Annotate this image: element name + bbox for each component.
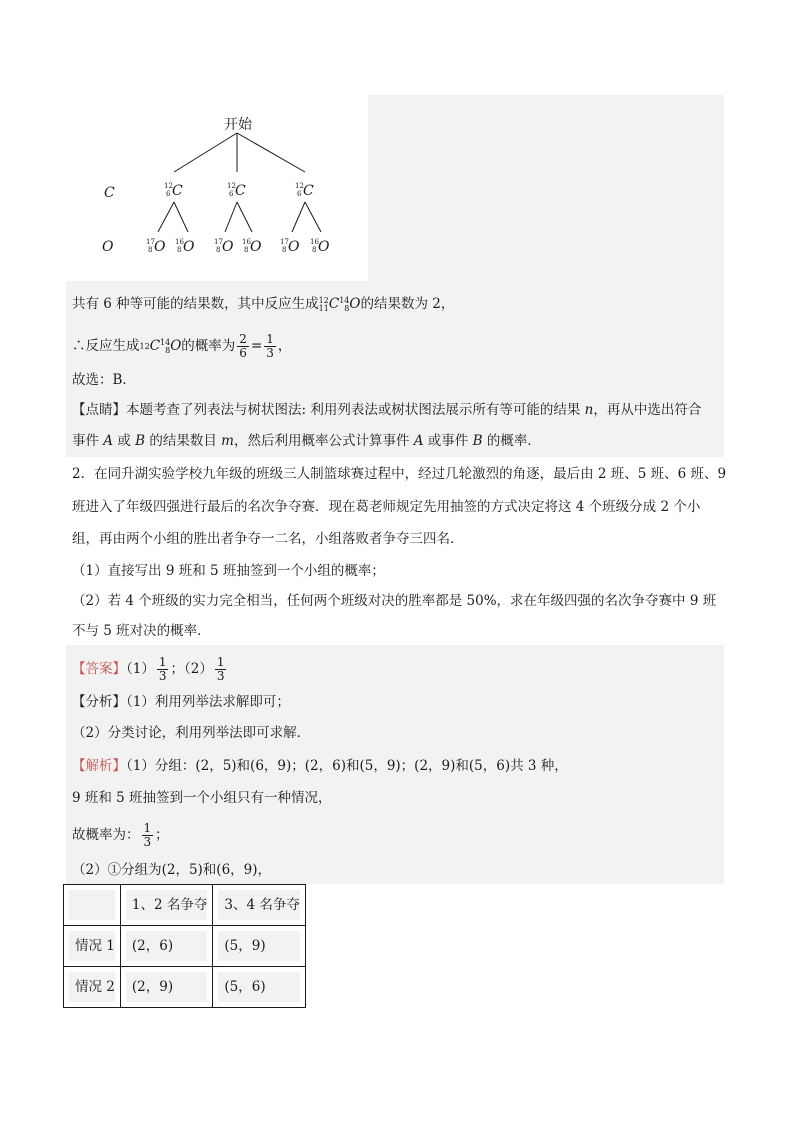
svg-text:16: 16 <box>310 238 319 246</box>
tree-row-label-o: O <box>102 239 114 255</box>
svg-text:8: 8 <box>312 246 317 254</box>
svg-text:12: 12 <box>164 182 173 190</box>
table-cell: (2，9) <box>126 972 207 1002</box>
text-line-comment-2: 事件 A 或 B 的结果数目 m，然后利用概率公式计算事件 A 或事件 B 的概率． <box>72 433 541 449</box>
analysis-line-1: 【分析】（1）利用列举法求解即可； <box>72 694 290 710</box>
answer-tag: 【答案】 <box>72 661 126 677</box>
tree-node-o16-2 <box>242 238 262 255</box>
svg-text:O: O <box>222 239 234 255</box>
question-line-1: 2．在同升湖实验学校九年级的班级三人制篮球赛过程中，经过几轮激烈的角逐，最后由 2 班、5 班、6 班、9 <box>72 466 727 482</box>
text-line-comment-1: 【点睛】本题考查了列表法与树状图法: 利用列表法或树状图法展示所有等可能的结果 n，再从中选出符合 <box>72 402 702 418</box>
svg-text:O: O <box>288 239 300 255</box>
tree-node-c-2 <box>227 182 246 199</box>
tree-node-o17-1 <box>146 238 166 255</box>
svg-text:12: 12 <box>227 182 236 190</box>
solution-line-3: 故概率为： $\frac{1}{3}$ ； <box>72 821 169 849</box>
solution-line-4: （2）①分组为(2，5)和(6，9)， <box>72 862 272 878</box>
table-row <box>64 926 306 967</box>
tree-diagram <box>72 95 368 281</box>
table-header-cell: 1、2 名争夺 <box>126 890 207 920</box>
svg-text:8: 8 <box>216 246 221 254</box>
table-cell: (5，9) <box>218 931 299 961</box>
table-header-cell: 3、4 名争夺 <box>218 890 299 920</box>
svg-text:8: 8 <box>244 246 249 254</box>
question-line-2: 班进入了年级四强进行最后的名次争夺赛．现在葛老师规定先用抽签的方式决定将这 4 个班级分成 2 个小 <box>72 499 701 515</box>
tree-node-c-3 <box>295 182 314 199</box>
svg-text:O: O <box>250 239 262 255</box>
svg-text:8: 8 <box>177 246 182 254</box>
analysis-line-2: （2）分类讨论，利用列举法即可求解． <box>72 725 311 741</box>
svg-text:17: 17 <box>214 238 223 246</box>
tree-row-label-c: C <box>104 185 115 201</box>
table-cell: 情况 1 <box>69 931 115 961</box>
text-line-result-count: 共有 6 种等可能的结果数，其中反应生成 12 11 C 14 8 O的结果数为 2， <box>72 295 455 313</box>
svg-text:6: 6 <box>229 190 234 198</box>
svg-text:O: O <box>154 239 166 255</box>
fraction-2-6: $\frac{2}{6}$ <box>239 332 247 360</box>
svg-text:C: C <box>172 183 183 199</box>
analysis-tag: 【分析】 <box>72 694 126 710</box>
svg-text:8: 8 <box>282 246 287 254</box>
question-line-4: （1）直接写出 9 班和 5 班抽签到一个小组的概率； <box>72 563 385 579</box>
tree-root: 开始 <box>224 117 252 133</box>
svg-text:16: 16 <box>175 238 184 246</box>
tree-node-c-1 <box>164 182 183 199</box>
svg-text:6: 6 <box>297 190 302 198</box>
svg-text:C: C <box>235 183 246 199</box>
comment-tag: 【点睛】 <box>72 402 126 418</box>
table-cell: (5，6) <box>218 972 299 1002</box>
question-line-5: （2）若 4 个班级的实力完全相当，任何两个班级对决的胜率都是 50%，求在年级四强的名次争夺赛中 9 班 <box>72 593 717 609</box>
question-line-3: 组，再由两个小组的胜出者争夺一二名，小组落败者争夺三四名． <box>72 531 464 547</box>
svg-text:O: O <box>318 239 330 255</box>
solution-tag: 【解析】 <box>72 758 126 774</box>
svg-text:17: 17 <box>146 238 155 246</box>
tree-node-o16-3 <box>310 238 330 255</box>
text-line-choice: 故选：B． <box>72 372 136 388</box>
svg-text:6: 6 <box>166 190 171 198</box>
tree-node-o17-3 <box>280 238 300 255</box>
answer-line: 【答案】（1） $\frac{1}{3}$ ；（2） $\frac{1}{3}$ <box>72 655 225 683</box>
svg-text:C: C <box>303 183 314 199</box>
competition-table <box>63 884 306 1008</box>
nuclide-o14: 14 8 O <box>339 295 361 313</box>
table-header-row <box>64 885 306 926</box>
solution-line-1: 【解析】（1）分组：(2，5)和(6，9)；(2，6)和(5，9)；(2，9)和(5，6)共 3 种， <box>72 758 568 774</box>
text-line-probability: ∴反应生成 12 C 14 8 O的概率为 $\frac{2}{6}$ = $\frac{1}{3}$ ， <box>72 332 292 360</box>
fraction-1-3: $\frac{1}{3}$ <box>266 332 274 360</box>
question-line-6: 不与 5 班对决的概率． <box>72 623 211 639</box>
svg-text:17: 17 <box>280 238 289 246</box>
svg-text:O: O <box>183 239 195 255</box>
svg-text:16: 16 <box>242 238 251 246</box>
solution-line-2: 9 班和 5 班抽签到一个小组只有一种情况， <box>72 790 332 806</box>
shade-figure-right <box>368 95 724 281</box>
svg-text:8: 8 <box>148 246 153 254</box>
table-cell: (2，6) <box>126 931 207 961</box>
tree-node-o17-2 <box>214 238 234 255</box>
nuclide-c12: 12 11 C <box>318 295 340 313</box>
svg-text:12: 12 <box>295 182 304 190</box>
tree-node-o16-1 <box>175 238 195 255</box>
table-cell: 情况 2 <box>69 972 115 1002</box>
table-header-cell <box>69 890 115 920</box>
table-row <box>64 967 306 1008</box>
